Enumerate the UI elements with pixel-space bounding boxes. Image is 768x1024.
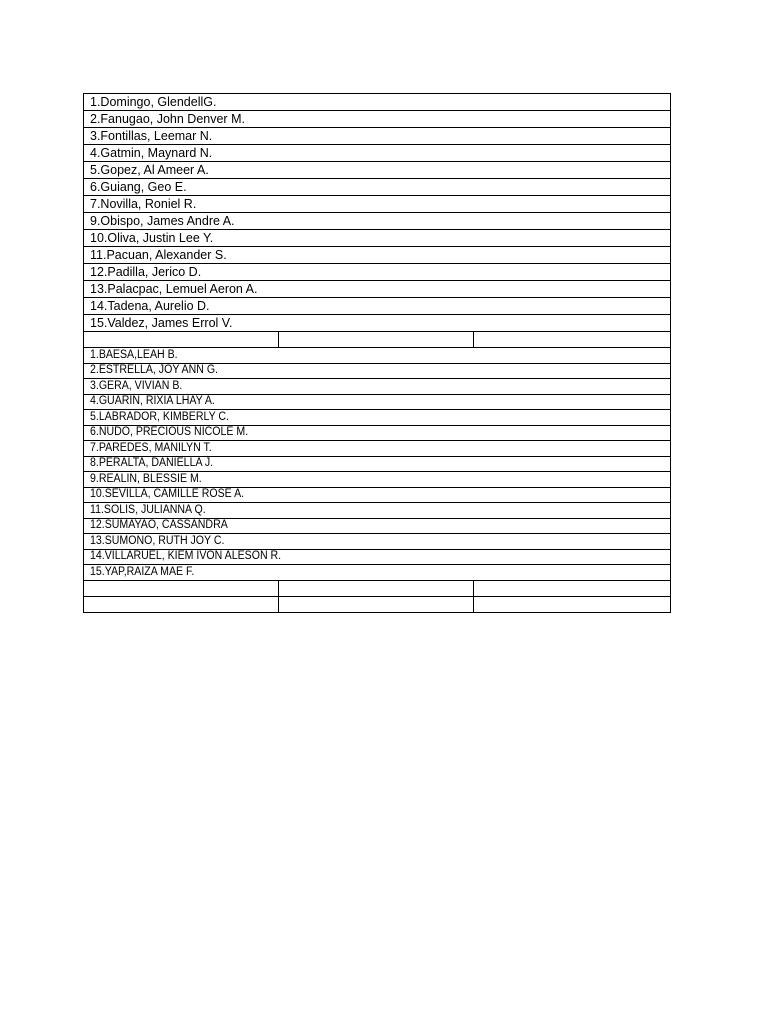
empty-cell	[279, 332, 474, 348]
table-row	[84, 196, 671, 213]
table-row	[84, 247, 671, 264]
student-name: 15.Valdez, James Errol V.	[84, 315, 671, 332]
table-row	[84, 425, 671, 441]
table-row	[84, 503, 671, 519]
empty-separator-row	[84, 332, 671, 348]
class-roster-table	[83, 93, 671, 613]
empty-row	[84, 596, 671, 612]
student-name: 3.GERA, VIVIAN B.	[90, 379, 183, 392]
table-row	[84, 534, 671, 550]
student-name: 12.SUMAYAO, CASSANDRA	[90, 519, 228, 531]
student-name: 11.Pacuan, Alexander S.	[84, 247, 671, 264]
student-name: 6.NUDO, PRECIOUS NICOLE M.	[90, 426, 249, 438]
table-row	[84, 487, 671, 503]
table-row	[84, 264, 671, 281]
empty-cell	[279, 580, 474, 596]
student-name: 10.SEVILLA, CAMILLE ROSE A.	[90, 488, 245, 500]
student-name: 8.PERALTA, DANIELLA J.	[90, 457, 214, 469]
student-name: 9.REALIN, BLESSIE M.	[90, 472, 202, 485]
empty-cell	[474, 332, 671, 348]
table-row	[84, 230, 671, 247]
student-name: 14.VILLARUEL, KIEM IVON ALESON R.	[90, 550, 282, 562]
table-row	[84, 549, 671, 565]
table-row	[84, 179, 671, 196]
table-row	[84, 348, 671, 364]
table-row	[84, 281, 671, 298]
empty-row	[84, 580, 671, 596]
table-row	[84, 298, 671, 315]
table-row	[84, 518, 671, 534]
table-row	[84, 363, 671, 379]
student-name: 7.PAREDES, MANILYN T.	[90, 441, 212, 454]
student-name: 7.Novilla, Roniel R.	[84, 196, 671, 213]
student-name: 1.BAESA,LEAH B.	[90, 348, 178, 361]
table-row	[84, 213, 671, 230]
table-row	[84, 379, 671, 395]
empty-cell	[474, 596, 671, 612]
table-row	[84, 162, 671, 179]
student-name: 11.SOLIS, JULIANNA Q.	[90, 503, 206, 516]
table-row	[84, 145, 671, 162]
student-name: 2.Fanugao, John Denver M.	[84, 111, 671, 128]
empty-cell	[84, 596, 279, 612]
student-name: 3.Fontillas, Leemar N.	[84, 128, 671, 145]
student-name: 4.GUARIN, RIXIA LHAY A.	[90, 395, 215, 407]
table-row	[84, 111, 671, 128]
table-row	[84, 565, 671, 581]
empty-cell	[84, 580, 279, 596]
table-row	[84, 472, 671, 488]
table-row	[84, 315, 671, 332]
student-name: 6.Guiang, Geo E.	[84, 179, 671, 196]
table-row	[84, 456, 671, 472]
empty-cell	[279, 596, 474, 612]
student-name: 14.Tadena, Aurelio D.	[84, 298, 671, 315]
student-name: 4.Gatmin, Maynard N.	[84, 145, 671, 162]
student-name: 2.ESTRELLA, JOY ANN G.	[90, 364, 218, 376]
student-name: 13.SUMONO, RUTH JOY C.	[90, 534, 225, 547]
table-row	[84, 128, 671, 145]
student-name: 13.Palacpac, Lemuel Aeron A.	[84, 281, 671, 298]
student-name: 5.LABRADOR, KIMBERLY C.	[90, 410, 229, 423]
student-name: 5.Gopez, Al Ameer A.	[84, 162, 671, 179]
table-row	[84, 94, 671, 111]
student-name: 9.Obispo, James Andre A.	[84, 213, 671, 230]
student-name: 12.Padilla, Jerico D.	[84, 264, 671, 281]
table-row	[84, 441, 671, 457]
student-name: 15.YAP,RAIZA MAE F.	[90, 565, 195, 578]
empty-cell	[474, 580, 671, 596]
student-name: 1.Domingo, GlendellG.	[84, 94, 671, 111]
empty-cell	[84, 332, 279, 348]
student-name: 10.Oliva, Justin Lee Y.	[84, 230, 671, 247]
table-row	[84, 394, 671, 410]
table-row	[84, 410, 671, 426]
